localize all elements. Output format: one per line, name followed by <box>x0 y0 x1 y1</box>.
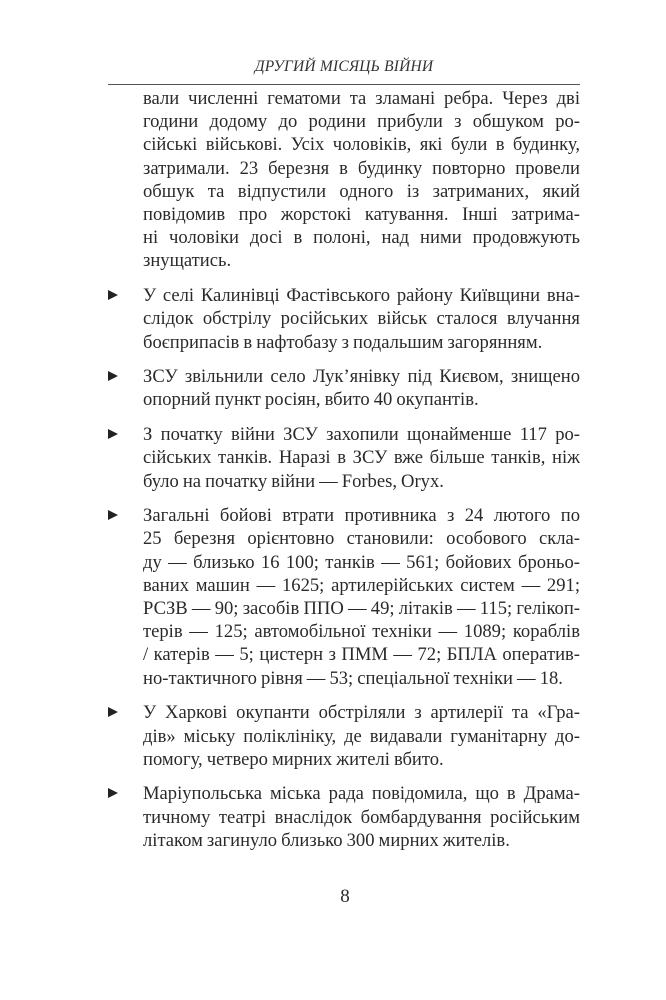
text-line: З початку війни ЗСУ захопили щонайменше 117 ро- <box>143 424 580 446</box>
text-line: ду — близько 16 100; танків — 561; бойових броньо- <box>143 551 580 573</box>
text-line: ваних машин — 1625; артилерійських систем — 291; <box>143 574 580 596</box>
page-number: 8 <box>340 886 350 907</box>
text-line: сійських танків. Наразі в ЗСУ вже більше танків, ніж <box>143 447 580 469</box>
text-line: дів» міську поліклініку, де видавали гуманітарну до- <box>143 725 580 747</box>
text-line: тичному театрі внаслідок бомбардування російським <box>143 806 580 828</box>
bullet-item <box>143 284 580 354</box>
text-line: / катерів — 5; цистерн з ПММ — 72; БПЛА оператив- <box>143 644 580 666</box>
text-line: затримали. 23 березня в будинку повторно провели <box>143 157 580 179</box>
header-rule <box>108 84 580 85</box>
text-line: повідомив про жорстокі катування. Інші затрима- <box>143 204 580 226</box>
bullet-item <box>143 782 580 852</box>
text-line: терів — 125; автомобільної техніки — 1089; кораблів <box>143 621 580 643</box>
text-line: У Харкові окупанти обстріляли з артилерії та «Гра- <box>143 702 580 724</box>
bullet-item <box>143 701 580 771</box>
page-body <box>143 87 580 864</box>
bullet-triangle-icon <box>108 371 118 381</box>
text-line: сійські військові. Усіх чоловіків, які були в будинку, <box>143 134 580 156</box>
bullet-triangle-icon <box>108 788 118 798</box>
text-line: Загальні бойові втрати противника з 24 лютого по <box>143 505 580 527</box>
bullet-triangle-icon <box>108 510 118 520</box>
text-line: обшук та відпустили одного із затриманих, який <box>143 180 580 202</box>
text-line: ЗСУ звільнили село Лук’янівку під Києвом, знищено <box>143 366 580 388</box>
bullet-triangle-icon <box>108 429 118 439</box>
text-line: опорний пункт росіян, вбито 40 окупантів. <box>143 389 479 411</box>
text-line: Маріупольська міська рада повідомила, що в Драма- <box>143 783 580 805</box>
paragraph <box>143 87 580 273</box>
text-line: 25 березня орієнтовно становили: особового скла- <box>143 528 580 550</box>
text-line: но-тактичного рівня — 53; спеціальної техніки — 18. <box>143 667 563 689</box>
bullet-triangle-icon <box>108 290 118 300</box>
text-line: У селі Калинівці Фастівського району Київщини вна- <box>143 285 580 307</box>
text-line: знущатись. <box>143 250 232 272</box>
text-line: літаком загинуло близько 300 мирних жителів. <box>143 829 510 851</box>
text-line: слідок обстрілу російських військ сталося влучання <box>143 308 580 330</box>
text-line: було на початку війни — Forbes, Oryx. <box>143 470 444 492</box>
text-line: боєприпасів в нафтобазу з подальшим загорянням. <box>143 331 543 353</box>
text-line: РСЗВ — 90; засобів ППО — 49; літаків — 115; гелікоп- <box>143 598 580 620</box>
text-line: ні чоловіки досі в полоні, над ними продовжують <box>143 227 580 249</box>
bullet-item <box>143 423 580 493</box>
bullet-item <box>143 365 580 411</box>
bullet-triangle-icon <box>108 707 118 717</box>
running-head: ДРУГИЙ МІСЯЦЬ ВІЙНИ <box>254 58 434 75</box>
text-line: помогу, четверо мирних жителі вбито. <box>143 748 444 770</box>
text-line: години додому до родини прибули з обшуком ро- <box>143 111 580 133</box>
text-line: вали численні гематоми та зламані ребра. Через дві <box>143 88 580 109</box>
bullet-item <box>143 504 580 690</box>
